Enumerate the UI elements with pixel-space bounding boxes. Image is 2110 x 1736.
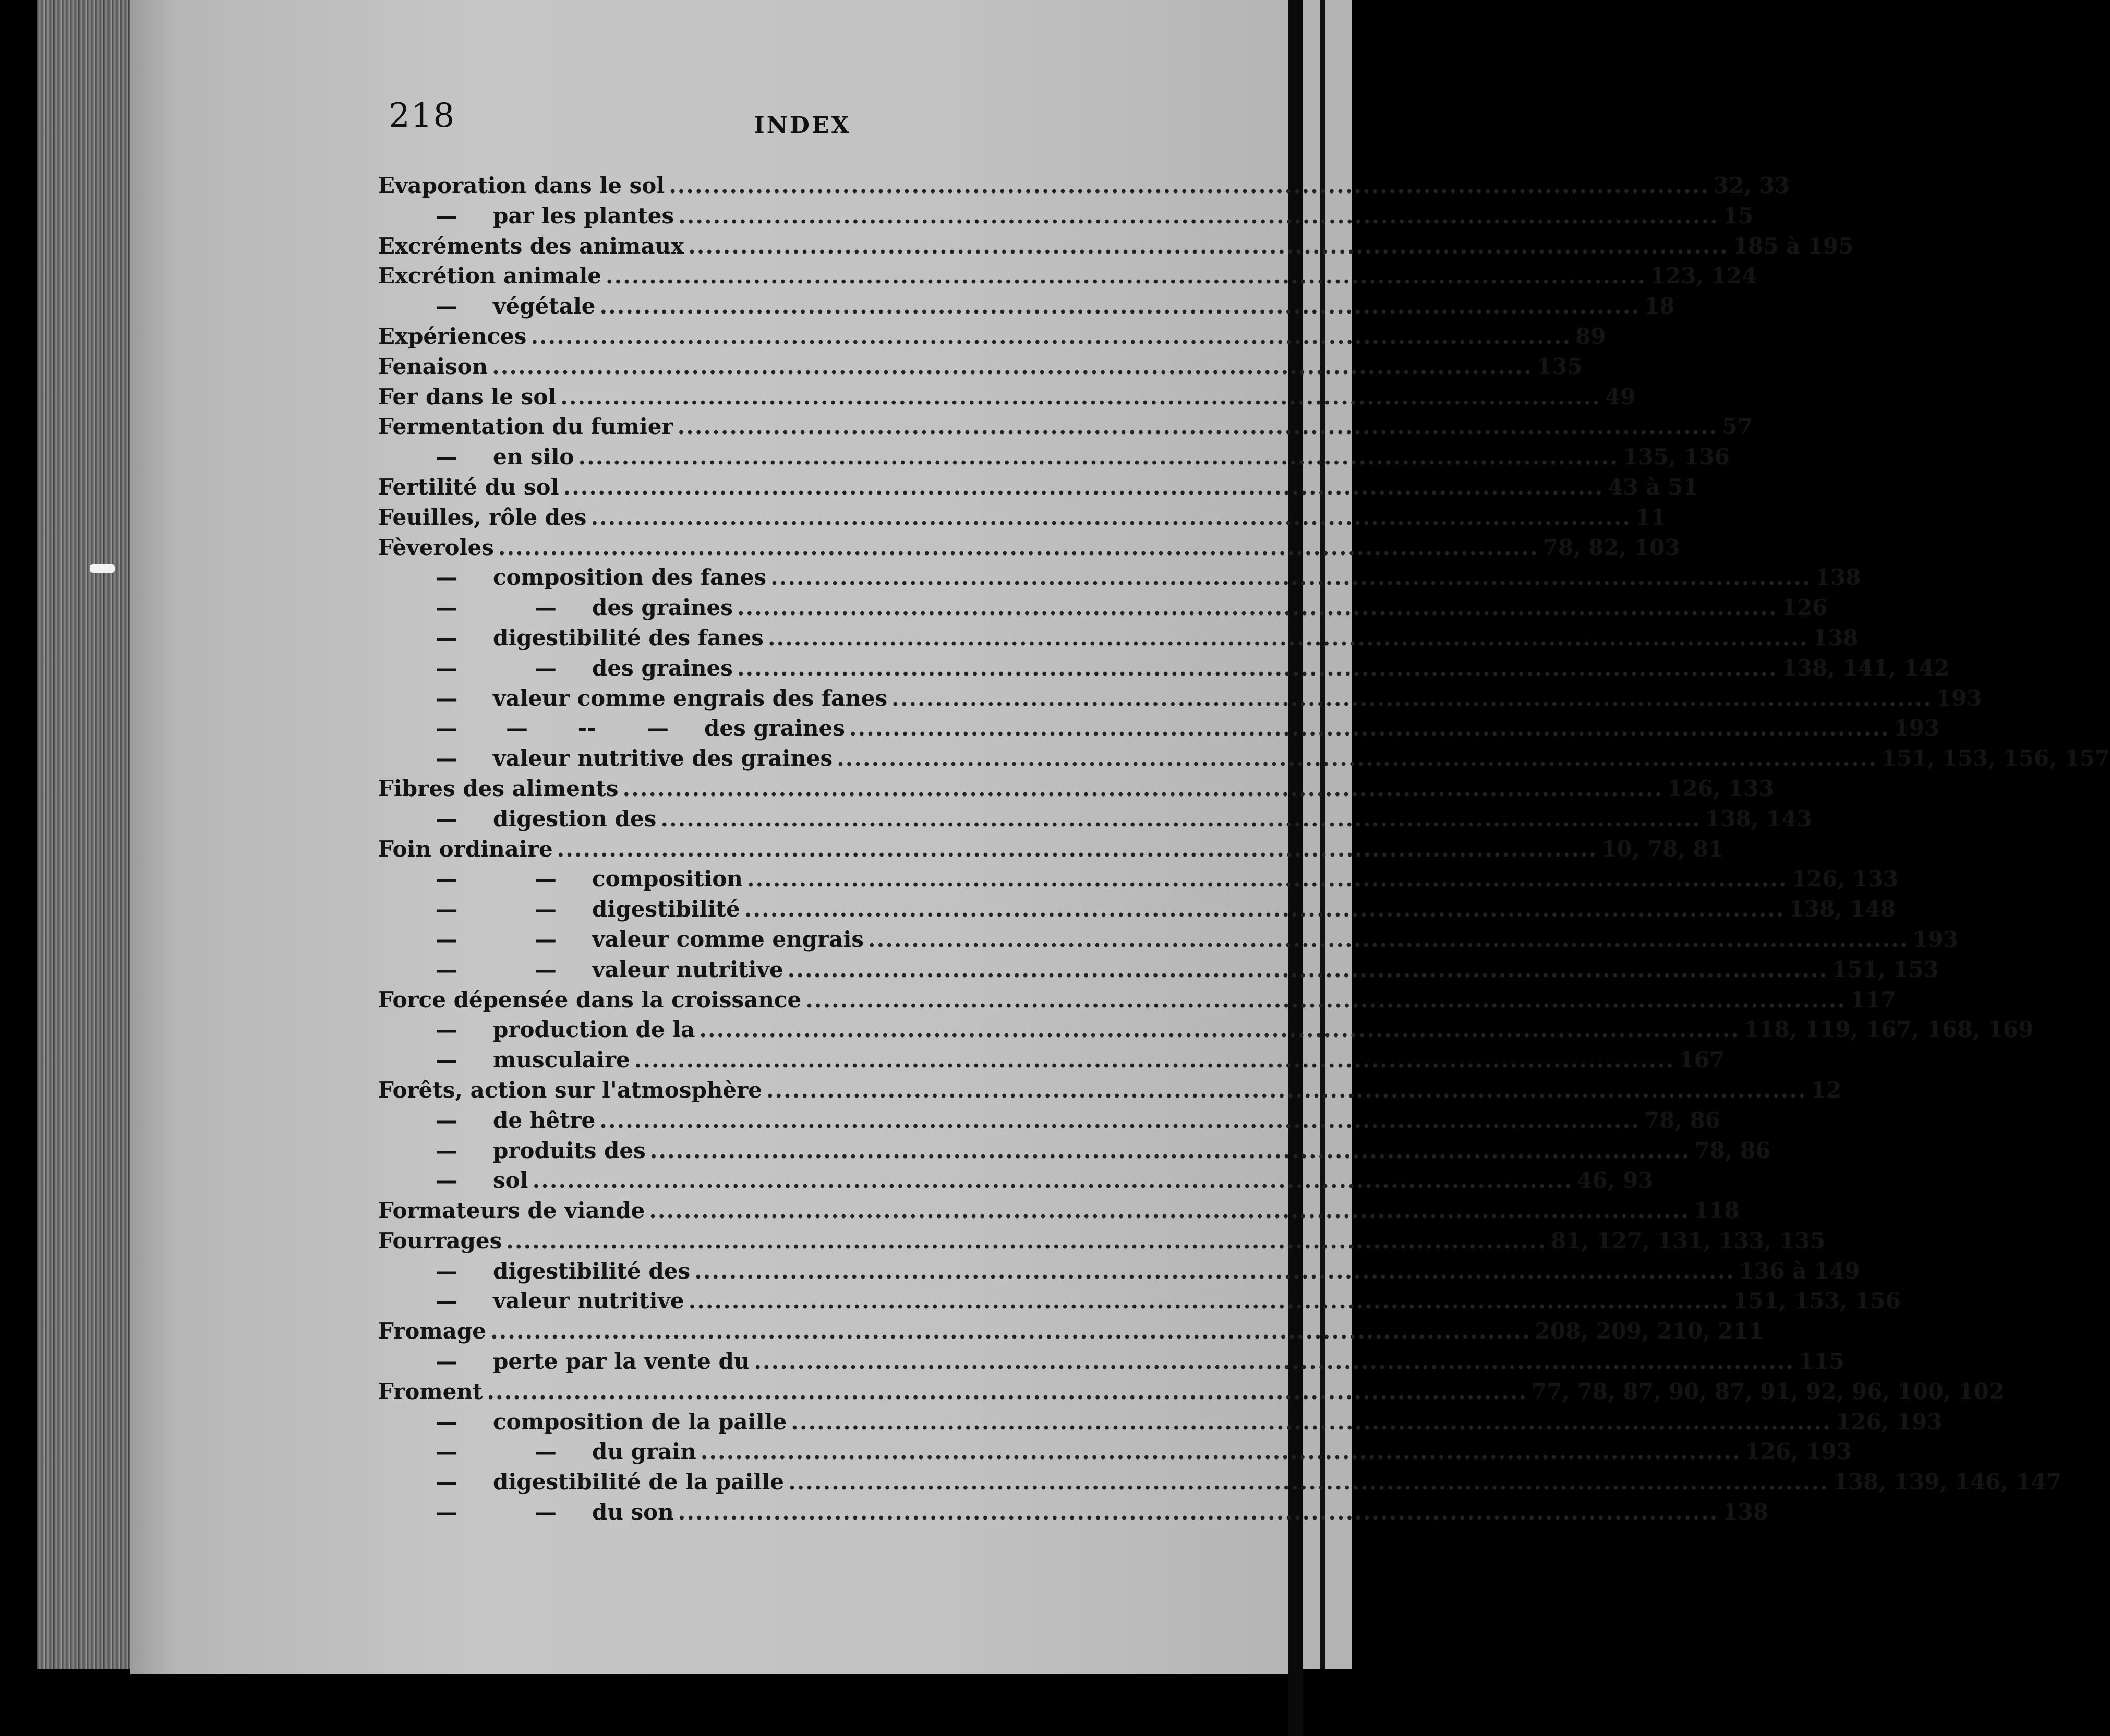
page-edges <box>37 0 141 1669</box>
dot-leader: ........................................................................................................................ <box>737 655 1778 681</box>
dot-leader: ........................................................................................................................ <box>660 805 1701 831</box>
entry-page-refs: 81, 127, 131, 133, 135 <box>1550 1227 1826 1253</box>
dot-leader: ........................................................................................................................ <box>754 1348 1795 1375</box>
index-entry <box>378 1256 1860 1286</box>
entry-page-refs: 49 <box>1605 383 1636 409</box>
entry-term: sol <box>493 1167 528 1194</box>
entry-term: des graines <box>704 715 845 741</box>
entry-term: production de la <box>493 1017 695 1043</box>
dot-leader: ........................................................................................................................ <box>492 353 1533 379</box>
ditto-dash: — <box>647 715 669 741</box>
entry-term: digestibilité des fanes <box>493 624 764 650</box>
index-entry <box>378 1437 1852 1467</box>
entry-page-refs: 151, 153, 156 <box>1733 1288 1901 1314</box>
entry-page-refs: 151, 153, 156, 157 <box>1881 745 2110 771</box>
entry-term: composition des fanes <box>493 564 767 590</box>
index-entry <box>378 1316 1764 1346</box>
ditto-dash: — <box>535 655 557 681</box>
index-entry <box>378 533 1680 563</box>
entry-term: Feuilles, rôle des <box>378 504 587 530</box>
entry-page-refs: 15 <box>1722 202 1754 228</box>
index-entry <box>378 985 1896 1015</box>
entry-term: du grain <box>592 1439 696 1465</box>
entry-page-refs: 185 à 195 <box>1732 233 1854 259</box>
ditto-dash: — <box>436 444 457 470</box>
dot-leader: ........................................................................................................................ <box>791 1408 1831 1434</box>
dot-leader: ........................................................................................................................ <box>805 986 1846 1012</box>
index-entry <box>378 713 1940 743</box>
entry-term: digestibilité des <box>493 1258 691 1284</box>
entry-term: par les plantes <box>493 202 674 228</box>
entry-term: Fermentation du fumier <box>378 414 673 440</box>
entry-term: Foin ordinaire <box>378 836 553 862</box>
entry-page-refs: 126, 133 <box>1667 775 1774 801</box>
dot-leader: ........................................................................................................................ <box>688 1288 1729 1314</box>
ditto-dash: — <box>436 1017 457 1043</box>
scan-speck <box>90 564 115 573</box>
dot-leader: ........................................................................................................................ <box>498 534 1539 560</box>
entry-page-refs: 18 <box>1644 293 1675 319</box>
index-entry <box>378 864 1899 894</box>
entry-term: valeur comme engrais des fanes <box>493 685 888 711</box>
entry-term: Excrétion animale <box>378 263 602 289</box>
ditto-dash: — <box>436 896 457 922</box>
dot-leader: ........................................................................................................................ <box>746 866 1788 892</box>
entry-page-refs: 138 <box>1815 564 1861 590</box>
dot-leader: ........................................................................................................................ <box>787 956 1828 982</box>
ditto-dash: — <box>436 655 457 681</box>
index-entry <box>378 1015 2034 1045</box>
entry-page-refs: 138, 143 <box>1705 805 1812 831</box>
entry-term: Fertilité du sol <box>378 474 559 500</box>
entry-term: digestibilité <box>592 896 740 922</box>
index-entry <box>378 201 1754 231</box>
entry-page-refs: 193 <box>1936 685 1982 711</box>
entry-page-refs: 10, 78, 81 <box>1601 836 1724 862</box>
index-entry <box>378 743 2110 774</box>
ditto-dash: — <box>436 1348 457 1375</box>
index-entry <box>378 562 1861 593</box>
index-entry <box>378 593 1828 623</box>
dot-leader: ........................................................................................................................ <box>669 173 1709 198</box>
entry-term: Forêts, action sur l'atmosphère <box>378 1077 762 1103</box>
index-entry <box>378 1346 1844 1377</box>
dot-leader: ........................................................................................................................ <box>599 293 1641 319</box>
entry-term: valeur nutritive <box>592 956 783 982</box>
ditto-dash: — <box>436 293 457 319</box>
entry-page-refs: 138, 148 <box>1789 896 1896 922</box>
entry-page-refs: 89 <box>1575 323 1606 349</box>
index-entry <box>378 924 1959 955</box>
dot-leader: ........................................................................................................................ <box>699 1017 1740 1043</box>
index-entry <box>378 1407 1943 1437</box>
entry-page-refs: 78, 86 <box>1644 1107 1721 1133</box>
entry-term: produits des <box>493 1137 646 1163</box>
index-entry <box>378 502 1666 533</box>
ditto-dash: — <box>535 896 557 922</box>
index-entry <box>378 1105 1721 1136</box>
entry-term: Fèveroles <box>378 534 494 560</box>
dot-leader: ........................................................................................................................ <box>578 444 1619 470</box>
ditto-dash: — <box>535 956 557 982</box>
entry-term: Formateurs de viande <box>378 1198 645 1224</box>
entry-page-refs: 11 <box>1635 504 1666 530</box>
dot-leader: ........................................................................................................................ <box>649 1137 1691 1163</box>
entry-term: perte par la vente du <box>493 1348 750 1375</box>
entry-page-refs: 118, 119, 167, 168, 169 <box>1744 1017 2034 1043</box>
ditto-dash: — <box>535 866 557 892</box>
entry-term: Evaporation dans le sol <box>378 173 665 198</box>
dot-leader: ........................................................................................................................ <box>506 1227 1547 1253</box>
dot-leader: ........................................................................................................................ <box>677 414 1718 440</box>
ditto-dash: — <box>436 595 457 621</box>
entry-term: Force dépensée dans la croissance <box>378 986 802 1012</box>
dot-leader: ........................................................................................................................ <box>744 896 1785 922</box>
dot-leader: ........................................................................................................................ <box>557 836 1598 862</box>
index-entry <box>378 1226 1826 1256</box>
dot-leader: ........................................................................................................................ <box>487 1378 1527 1404</box>
entry-term: Fromage <box>378 1318 486 1344</box>
ditto-dash: — <box>436 1499 457 1525</box>
dot-leader: ........................................................................................................................ <box>678 1499 1719 1525</box>
entry-page-refs: 126, 193 <box>1835 1408 1943 1434</box>
dot-leader: ........................................................................................................................ <box>767 624 1808 650</box>
entry-page-refs: 135 <box>1536 353 1583 379</box>
index-entry <box>378 955 1939 985</box>
index-entry <box>378 894 1896 924</box>
dot-leader: ........................................................................................................................ <box>837 745 1877 771</box>
index-entry <box>378 291 1675 321</box>
entry-page-refs: 123, 124 <box>1650 263 1757 289</box>
entry-page-refs: 167 <box>1679 1047 1725 1073</box>
ditto-dash: — <box>535 1499 557 1525</box>
index-entry <box>378 1286 1901 1316</box>
ditto-dash: — <box>436 805 457 831</box>
ditto-dash: — <box>506 715 528 741</box>
entry-term: de hêtre <box>493 1107 596 1133</box>
ditto-dash: — <box>535 926 557 952</box>
entry-page-refs: 77, 78, 87, 90, 87, 91, 92, 96, 100, 102 <box>1531 1378 2005 1404</box>
entry-page-refs: 126 <box>1781 595 1828 621</box>
entry-page-refs: 43 à 51 <box>1608 474 1698 500</box>
index-entry <box>378 774 1774 804</box>
index-entry <box>378 834 1724 864</box>
entry-term: végétale <box>493 293 596 319</box>
entry-term: des graines <box>592 595 733 621</box>
entry-page-refs: 115 <box>1799 1348 1844 1375</box>
running-head: INDEX <box>754 112 851 139</box>
ditto-dash: — <box>436 1469 457 1495</box>
entry-term: valeur nutritive <box>493 1288 684 1314</box>
dot-leader: ........................................................................................................................ <box>770 564 1811 590</box>
entry-page-refs: 138 <box>1812 624 1859 650</box>
ditto-dash: — <box>535 1439 557 1465</box>
index-entry <box>378 171 1790 201</box>
ditto-dash: — <box>436 926 457 952</box>
dot-leader: ........................................................................................................................ <box>694 1258 1735 1284</box>
index-entry <box>378 261 1757 291</box>
dot-leader: ........................................................................................................................ <box>530 323 1572 349</box>
index-entry <box>378 321 1606 352</box>
entry-page-refs: 135, 136 <box>1623 444 1730 470</box>
entry-term: Fenaison <box>378 353 488 379</box>
ditto-dash: — <box>436 715 457 741</box>
ditto-dash: — <box>436 956 457 982</box>
ditto-dash: — <box>436 564 457 590</box>
entry-page-refs: 46, 93 <box>1577 1167 1654 1194</box>
entry-term: Fourrages <box>378 1227 502 1253</box>
entry-term: Fibres des aliments <box>378 775 619 801</box>
index-entry <box>378 1196 1740 1226</box>
entry-term: valeur nutritive des graines <box>493 745 833 771</box>
ditto-dash: — <box>436 624 457 650</box>
index-entry <box>378 653 1950 683</box>
entry-page-refs: 78, 86 <box>1694 1137 1771 1163</box>
index-entry <box>378 1467 2062 1497</box>
index-entry <box>378 1075 1842 1105</box>
index-entry <box>378 472 1698 502</box>
entry-term: composition <box>592 866 743 892</box>
entry-page-refs: 138 <box>1722 1499 1769 1525</box>
entry-page-refs: 151, 153 <box>1832 956 1939 982</box>
ditto-dash: — <box>436 1288 457 1314</box>
ditto-dash: — <box>436 1137 457 1163</box>
index-entry <box>378 804 1812 834</box>
entry-term: valeur comme engrais <box>592 926 864 952</box>
ditto-dash: — <box>436 1258 457 1284</box>
ditto-dash: — <box>436 745 457 771</box>
index-entry <box>378 1045 1725 1075</box>
dot-leader: ........................................................................................................................ <box>891 685 1932 711</box>
dot-leader: ........................................................................................................................ <box>606 263 1646 289</box>
entry-term: digestibilité de la paille <box>493 1469 785 1495</box>
entry-term: du son <box>592 1499 674 1525</box>
dot-leader: ........................................................................................................................ <box>649 1198 1690 1224</box>
dot-leader: ........................................................................................................................ <box>490 1318 1531 1344</box>
index-entry <box>378 1136 1771 1166</box>
index-entry <box>378 1377 2005 1407</box>
entry-page-refs: 12 <box>1811 1077 1842 1103</box>
dot-leader: ........................................................................................................................ <box>867 926 1909 952</box>
dot-leader: ........................................................................................................................ <box>599 1107 1640 1133</box>
dot-leader: ........................................................................................................................ <box>788 1469 1829 1495</box>
ditto-dash: — <box>436 866 457 892</box>
dot-leader: ........................................................................................................................ <box>563 474 1604 500</box>
ditto-dash: — <box>436 202 457 228</box>
entry-page-refs: 78, 82, 103 <box>1542 534 1680 560</box>
index-entry <box>378 683 1982 714</box>
dot-leader: ........................................................................................................................ <box>634 1047 1675 1073</box>
dot-leader: ........................................................................................................................ <box>766 1077 1807 1103</box>
ditto-dash: -- <box>577 715 596 741</box>
dot-leader: ........................................................................................................................ <box>622 775 1663 801</box>
entry-term: musculaire <box>493 1047 630 1073</box>
index-entry <box>378 1497 1769 1527</box>
dot-leader: ........................................................................................................................ <box>849 715 1890 741</box>
index-entry <box>378 1165 1654 1196</box>
dot-leader: ........................................................................................................................ <box>532 1167 1573 1194</box>
dot-leader: ........................................................................................................................ <box>590 504 1632 530</box>
ditto-dash: — <box>436 1408 457 1434</box>
ditto-dash: — <box>436 1107 457 1133</box>
entry-term: Expériences <box>378 323 527 349</box>
entry-page-refs: 117 <box>1850 986 1896 1012</box>
dot-leader: ........................................................................................................................ <box>678 202 1719 228</box>
index-entry <box>378 382 1636 412</box>
entry-page-refs: 126, 133 <box>1791 866 1899 892</box>
dot-leader: ........................................................................................................................ <box>700 1439 1741 1465</box>
entry-page-refs: 138, 139, 146, 147 <box>1832 1469 2062 1495</box>
page-number: 218 <box>389 97 456 135</box>
index-entries <box>378 171 2110 1527</box>
entry-term: composition de la paille <box>493 1408 787 1434</box>
index-entry <box>378 231 1854 261</box>
entry-term: Fer dans le sol <box>378 383 557 409</box>
entry-term: Excréments des animaux <box>378 233 684 259</box>
entry-term: digestion des <box>493 805 657 831</box>
entry-page-refs: 136 à 149 <box>1739 1258 1860 1284</box>
dot-leader: ........................................................................................................................ <box>737 595 1778 621</box>
ditto-dash: — <box>436 685 457 711</box>
entry-page-refs: 138, 141, 142 <box>1781 655 1950 681</box>
index-entry <box>378 442 1730 472</box>
index-entry <box>378 352 1583 382</box>
ditto-dash: — <box>535 595 557 621</box>
entry-term: en silo <box>493 444 574 470</box>
index-entry <box>378 623 1859 653</box>
entry-page-refs: 118 <box>1693 1198 1740 1224</box>
ditto-dash: — <box>436 1167 457 1194</box>
dot-leader: ........................................................................................................................ <box>688 233 1729 259</box>
index-entry <box>378 412 1753 442</box>
entry-page-refs: 208, 209, 210, 211 <box>1535 1318 1764 1344</box>
entry-page-refs: 193 <box>1894 715 1940 741</box>
dot-leader: ........................................................................................................................ <box>560 383 1601 409</box>
entry-page-refs: 126, 193 <box>1745 1439 1852 1465</box>
entry-page-refs: 193 <box>1912 926 1959 952</box>
entry-term: Froment <box>378 1378 483 1404</box>
ditto-dash: — <box>436 1439 457 1465</box>
entry-page-refs: 57 <box>1722 414 1753 440</box>
entry-term: des graines <box>592 655 733 681</box>
ditto-dash: — <box>436 1047 457 1073</box>
entry-page-refs: 32, 33 <box>1713 173 1790 198</box>
